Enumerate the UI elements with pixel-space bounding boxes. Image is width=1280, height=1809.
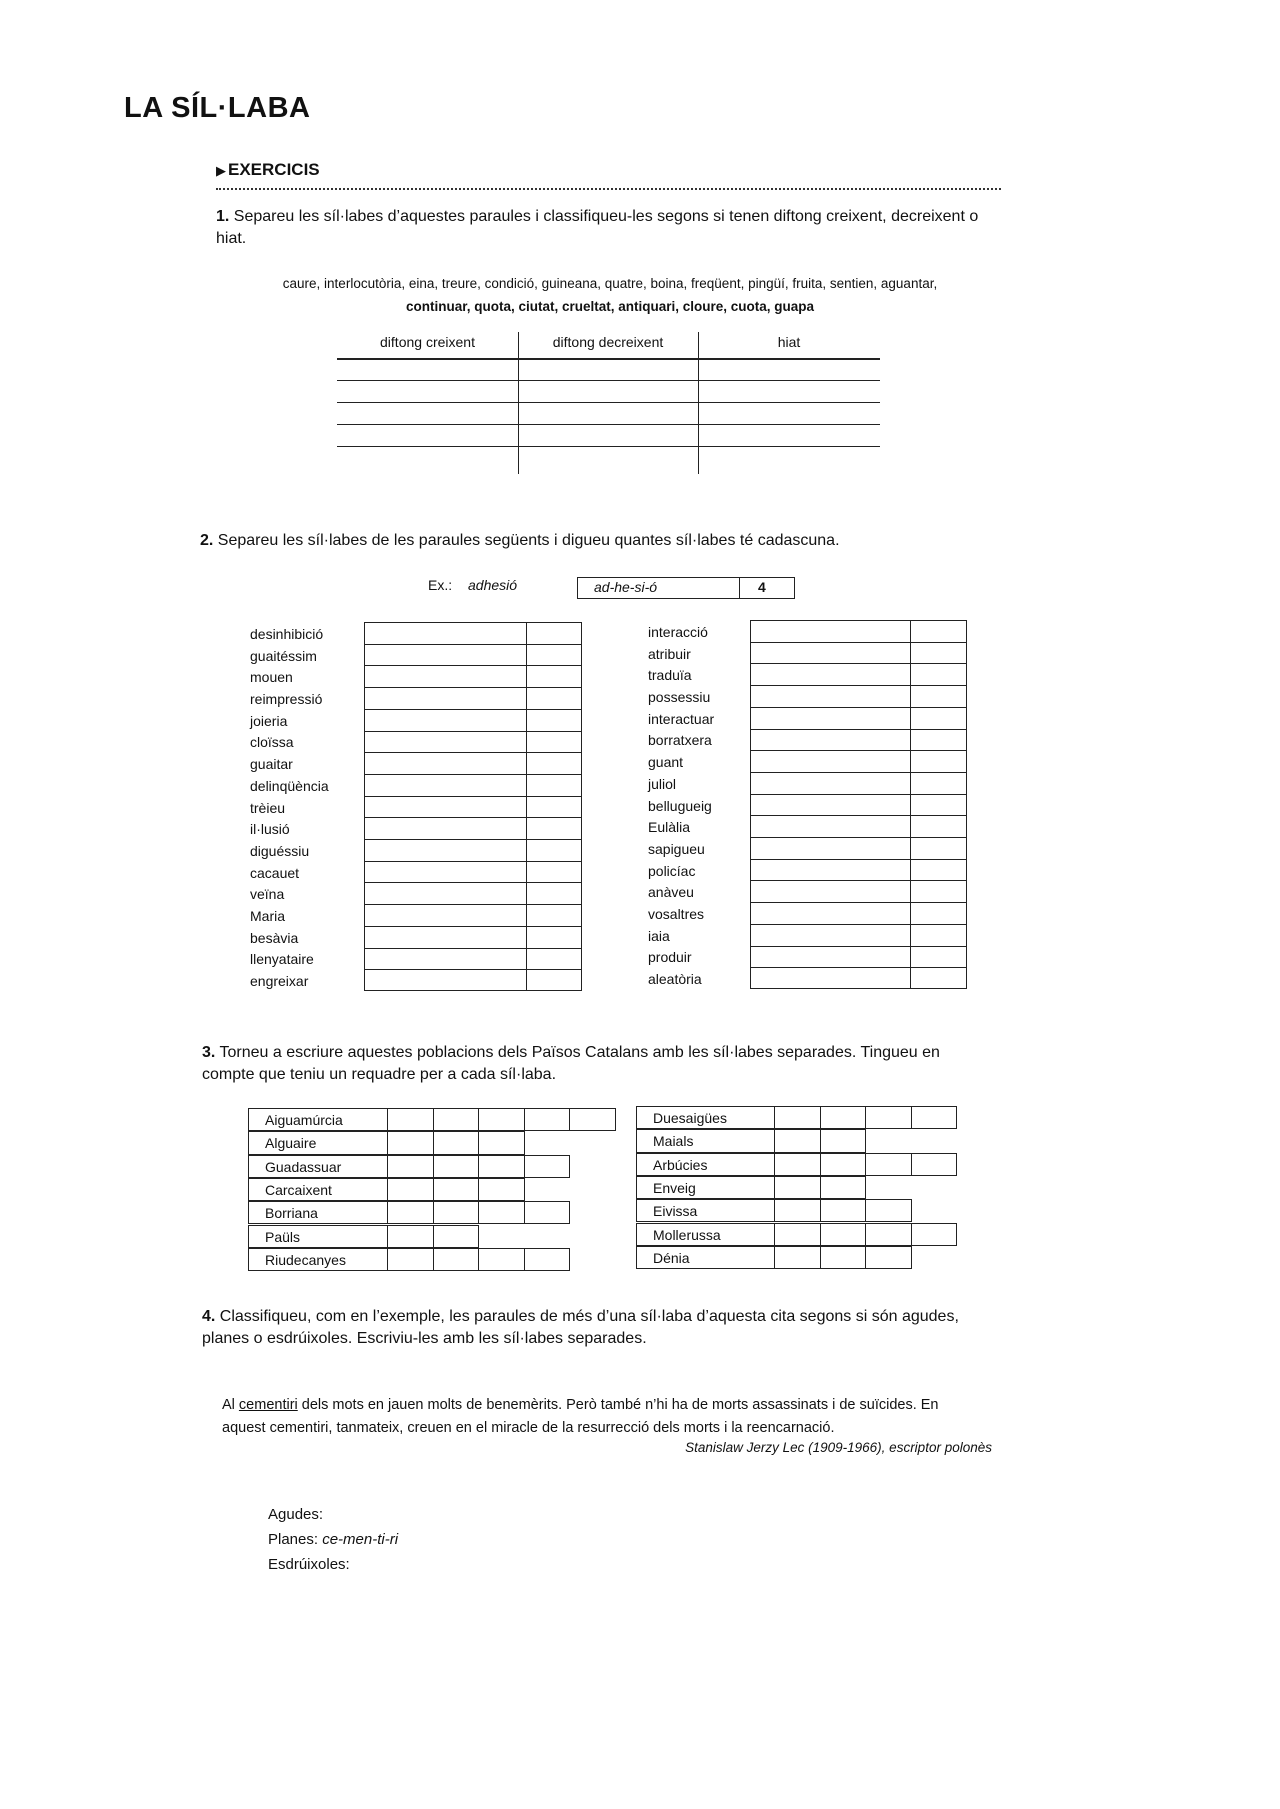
- syllable-box[interactable]: [774, 1199, 821, 1222]
- word: mouen: [250, 669, 293, 686]
- syllable-box[interactable]: [387, 1178, 434, 1201]
- town-name: Carcaixent: [248, 1178, 388, 1201]
- exercise-1-word-list: [240, 272, 980, 318]
- word: cacauet: [250, 864, 300, 881]
- word: guaitéssim: [250, 647, 317, 664]
- word: joieria: [250, 712, 288, 729]
- answer-row[interactable]: [750, 772, 967, 773]
- syllable-box[interactable]: [433, 1178, 480, 1201]
- quote-line2: aquest cementiri, tanmateix, creuen en el miracle de la resurrecció dels morts i la reencarnació.: [222, 1420, 835, 1436]
- syllable-box[interactable]: [433, 1248, 480, 1271]
- exercise-3-text-line1: Torneu a escriure aquestes poblacions dels Països Catalans amb les síl·labes separades. Tingueu en: [219, 1044, 940, 1061]
- exercise-1-prompt: [216, 206, 1006, 250]
- word: traduïa: [648, 667, 692, 684]
- grid-frame: [750, 620, 967, 989]
- word: atribuir: [648, 645, 691, 662]
- answer-row[interactable]: [750, 859, 967, 860]
- example-box: [577, 577, 795, 599]
- column-header-hiat: hiat: [777, 334, 801, 350]
- answer-row[interactable]: [364, 817, 582, 818]
- planes-row: [268, 1527, 398, 1552]
- answer-row[interactable]: [364, 752, 582, 753]
- answer-row[interactable]: [750, 750, 967, 751]
- town-name: Borriana: [248, 1201, 388, 1224]
- example-label: Ex.:: [428, 577, 453, 593]
- quote-underlined-word: cementiri: [238, 1397, 298, 1413]
- syllable-box[interactable]: [820, 1223, 867, 1246]
- word: anàveu: [648, 884, 694, 901]
- answer-row[interactable]: [750, 880, 967, 881]
- word: sapigueu: [648, 840, 705, 857]
- grid-frame: [364, 622, 582, 991]
- syllable-box[interactable]: [433, 1108, 480, 1131]
- answer-line[interactable]: [337, 446, 880, 447]
- answer-row[interactable]: [750, 685, 967, 686]
- town-name: Guadassuar: [248, 1155, 388, 1178]
- answer-row[interactable]: [750, 815, 967, 816]
- syllable-box[interactable]: [524, 1155, 571, 1178]
- answer-row[interactable]: [364, 948, 582, 949]
- syllable-box[interactable]: [478, 1201, 525, 1224]
- syllable-box[interactable]: [820, 1246, 867, 1269]
- section-header: [216, 160, 1001, 190]
- syllable-box[interactable]: [820, 1129, 867, 1152]
- table-header-rule: [337, 358, 880, 360]
- answer-row[interactable]: [364, 796, 582, 797]
- syllable-box[interactable]: [387, 1248, 434, 1271]
- answer-row[interactable]: [750, 642, 967, 643]
- triangle-bullet-icon: ▶: [216, 163, 226, 178]
- exercise-2-right-grid: [750, 620, 967, 989]
- syllable-box[interactable]: [865, 1153, 912, 1176]
- answer-row[interactable]: [364, 926, 582, 927]
- syllable-box[interactable]: [478, 1155, 525, 1178]
- answer-row[interactable]: [364, 687, 582, 688]
- syllable-box[interactable]: [865, 1223, 912, 1246]
- syllable-box[interactable]: [820, 1176, 867, 1199]
- word: guant: [648, 754, 684, 771]
- word: policíac: [648, 862, 696, 879]
- answer-row[interactable]: [750, 946, 967, 947]
- syllable-box[interactable]: [774, 1246, 821, 1269]
- example-split: ad-he-si-ó: [594, 579, 658, 595]
- syllable-box[interactable]: [433, 1131, 480, 1154]
- answer-row[interactable]: [364, 731, 582, 732]
- town-name: Arbúcies: [636, 1153, 775, 1176]
- exercise-2-text: Separeu les síl·labes de les paraules següents i digueu quantes síl·labes té cadascuna.: [217, 532, 840, 549]
- table-divider: [518, 332, 519, 474]
- word: engreixar: [250, 973, 309, 989]
- town-name: Enveig: [636, 1176, 775, 1199]
- quote-start: Al: [222, 1397, 239, 1413]
- exercise-1-text-line1: Separeu les síl·labes d’aquestes paraules i classifiqueu-les segons si tenen diftong creixent, decreixent o: [233, 208, 979, 225]
- syllable-box[interactable]: [478, 1131, 525, 1154]
- column-header-diftong-creixent: diftong creixent: [380, 334, 475, 350]
- word: besàvia: [250, 929, 299, 946]
- exercise-4-text-line2: planes o esdrúixoles. Escriviu-les amb les síl·labes separades.: [202, 1330, 647, 1347]
- grid-divider: [910, 620, 911, 989]
- word: trèieu: [250, 799, 286, 816]
- word-list-line1: caure, interlocutòria, eina, treure, condició, guineana, quatre, boina, freqüent, pingüí, fruita, sentien, aguantar,: [282, 276, 938, 291]
- word: desinhibició: [250, 626, 324, 642]
- word: vosaltres: [648, 905, 705, 922]
- syllable-box[interactable]: [569, 1108, 616, 1131]
- syllable-box[interactable]: [774, 1223, 821, 1246]
- town-name: Alguaire: [248, 1131, 388, 1154]
- syllable-box[interactable]: [820, 1199, 867, 1222]
- answer-row[interactable]: [364, 839, 582, 840]
- exercise-3-number: 3.: [202, 1044, 216, 1061]
- answer-row[interactable]: [364, 644, 582, 645]
- answer-row[interactable]: [750, 729, 967, 730]
- word: guaitar: [250, 756, 293, 773]
- town-name: Riudecanyes: [248, 1248, 388, 1271]
- word: produir: [648, 949, 692, 966]
- answer-row[interactable]: [364, 969, 582, 970]
- town-name: Mollerussa: [636, 1223, 775, 1246]
- word: borratxera: [648, 732, 712, 749]
- word: aleatòria: [648, 971, 702, 987]
- syllable-box[interactable]: [387, 1108, 434, 1131]
- exercise-2-prompt: [200, 530, 1000, 552]
- exercise-2-right-words: [648, 622, 748, 991]
- table-divider: [698, 332, 699, 474]
- example-divider: [739, 578, 740, 598]
- exercise-4-prompt: [202, 1306, 992, 1350]
- answer-row[interactable]: [364, 904, 582, 905]
- answers-block: [268, 1502, 398, 1577]
- word: bellugueig: [648, 797, 712, 814]
- syllable-box[interactable]: [865, 1106, 912, 1129]
- syllable-box[interactable]: [524, 1248, 571, 1271]
- word: iaia: [648, 927, 670, 944]
- quote-line1-rest: dels mots en jauen molts de benemèrits. Però també n’hi ha de morts assassinats i de suïcides. En: [297, 1397, 939, 1413]
- syllable-box[interactable]: [774, 1106, 821, 1129]
- syllable-box[interactable]: [478, 1248, 525, 1271]
- answer-row[interactable]: [750, 663, 967, 664]
- exercise-2-left-words: [250, 624, 360, 993]
- syllable-box[interactable]: [911, 1106, 958, 1129]
- exercise-4-number: 4.: [202, 1308, 216, 1325]
- word: llenyataire: [250, 951, 314, 968]
- word: possessiu: [648, 689, 711, 706]
- answer-row[interactable]: [364, 882, 582, 883]
- exercise-3-text-line2: compte que teniu un requadre per a cada síl·laba.: [202, 1066, 557, 1083]
- word: Eulàlia: [648, 819, 691, 836]
- word: reimpressió: [250, 691, 323, 708]
- town-name: Eivissa: [636, 1199, 775, 1222]
- syllable-box[interactable]: [524, 1201, 571, 1224]
- word: Maria: [250, 907, 286, 924]
- esdruixoles-label: Esdrúixoles:: [268, 1556, 350, 1573]
- grid-divider: [526, 622, 527, 991]
- word: veïna: [250, 886, 285, 903]
- word: interacció: [648, 624, 708, 640]
- exercise-3-prompt: [202, 1042, 992, 1086]
- exercise-1-text-line2: hiat.: [216, 230, 247, 247]
- exercise-2-number: 2.: [200, 532, 214, 549]
- answer-row[interactable]: [364, 709, 582, 710]
- quote-author: Stanislaw Jerzy Lec (1909-1966), escriptor polonès: [685, 1440, 992, 1455]
- answer-row[interactable]: [750, 794, 967, 795]
- answer-row[interactable]: [750, 967, 967, 968]
- answer-line[interactable]: [337, 424, 880, 425]
- syllable-box[interactable]: [865, 1199, 912, 1222]
- syllable-box[interactable]: [387, 1131, 434, 1154]
- quote: [222, 1394, 1002, 1440]
- word: cloïssa: [250, 734, 294, 751]
- answer-row[interactable]: [750, 902, 967, 903]
- syllable-box[interactable]: [433, 1225, 480, 1248]
- answer-row[interactable]: [750, 924, 967, 925]
- answer-row[interactable]: [364, 665, 582, 666]
- word-list-line2: continuar, quota, ciutat, crueltat, antiquari, cloure, cuota, guapa: [405, 299, 815, 314]
- planes-label: Planes:: [268, 1531, 319, 1548]
- exercise-3-left-table: [248, 1108, 618, 1273]
- syllable-box[interactable]: [387, 1201, 434, 1224]
- syllable-box[interactable]: [820, 1106, 867, 1129]
- word: juliol: [648, 775, 677, 792]
- syllable-box[interactable]: [478, 1108, 525, 1131]
- exercise-3-right-table: [636, 1106, 966, 1271]
- answer-line[interactable]: [337, 402, 880, 403]
- answer-row[interactable]: [750, 707, 967, 708]
- syllable-box[interactable]: [387, 1155, 434, 1178]
- planes-example: ce-men-ti-ri: [322, 1531, 399, 1548]
- syllable-box[interactable]: [387, 1225, 434, 1248]
- syllable-box[interactable]: [911, 1153, 958, 1176]
- word: diguéssiu: [250, 842, 310, 859]
- word: delinqüència: [250, 777, 329, 794]
- syllable-box[interactable]: [774, 1176, 821, 1199]
- word: il·lusió: [250, 821, 290, 838]
- agudes-label: Agudes:: [268, 1506, 324, 1523]
- syllable-box[interactable]: [433, 1155, 480, 1178]
- answer-row[interactable]: [364, 774, 582, 775]
- page-title: LA SÍL·LABA: [124, 92, 311, 124]
- answer-row[interactable]: [364, 861, 582, 862]
- syllable-box[interactable]: [478, 1178, 525, 1201]
- exercise-2-left-grid: [364, 622, 582, 991]
- example-count: 4: [758, 579, 766, 595]
- syllable-box[interactable]: [774, 1153, 821, 1176]
- syllable-box[interactable]: [524, 1108, 571, 1131]
- column-header-diftong-decreixent: diftong decreixent: [552, 334, 664, 350]
- town-name: Dénia: [636, 1246, 775, 1269]
- town-name: Aiguamúrcia: [248, 1108, 388, 1131]
- town-name: Maials: [636, 1129, 775, 1152]
- syllable-box[interactable]: [865, 1246, 912, 1269]
- syllable-box[interactable]: [911, 1223, 958, 1246]
- syllable-box[interactable]: [820, 1153, 867, 1176]
- answer-line[interactable]: [337, 380, 880, 381]
- answer-row[interactable]: [750, 837, 967, 838]
- exercise-1-table: [337, 332, 880, 474]
- town-name: Paüls: [248, 1225, 388, 1248]
- syllable-box[interactable]: [433, 1201, 480, 1224]
- town-name: Duesaigües: [636, 1106, 775, 1129]
- syllable-box[interactable]: [774, 1129, 821, 1152]
- example-word: adhesió: [468, 577, 518, 593]
- exercise-4-text-line1: Classifiqueu, com en l’exemple, les paraules de més d’una síl·laba d’aquesta cita segons si són agudes,: [219, 1308, 959, 1325]
- section-title: EXERCICIS: [228, 160, 320, 179]
- exercise-1-number: 1.: [216, 208, 230, 225]
- word: interactuar: [648, 710, 715, 727]
